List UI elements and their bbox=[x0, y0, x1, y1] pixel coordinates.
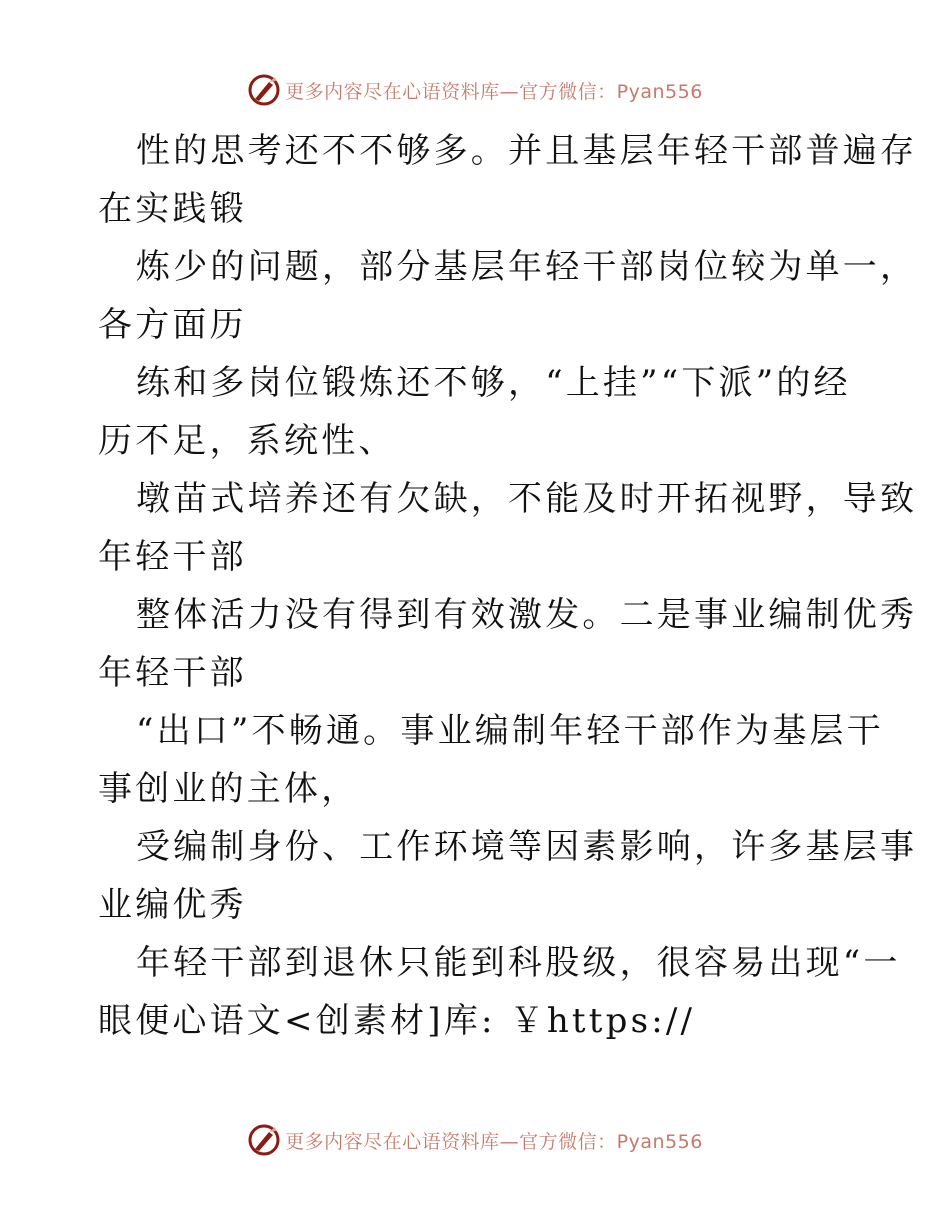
body-line: 练和多岗位锻炼还不够，“上挂”“下派”的经 bbox=[136, 363, 851, 403]
body-line: 性的思考还不不够多。并且基层年轻干部普遍存 bbox=[136, 131, 918, 171]
body-line: 年轻干部 bbox=[98, 653, 247, 693]
wechat-id: Pyan556 bbox=[616, 80, 703, 103]
body-line: 业编优秀 bbox=[98, 885, 247, 925]
body-line: 墩苗式培养还有欠缺，不能及时开拓视野，导致 bbox=[136, 479, 918, 519]
body-line: 炼少的问题，部分基层年轻干部岗位较为单一， bbox=[136, 247, 918, 287]
banner-text: 更多内容尽在心语资料库—官方微信：Pyan556 bbox=[285, 80, 703, 103]
body-line: 事创业的主体， bbox=[98, 769, 359, 809]
wechat-id: Pyan556 bbox=[616, 1130, 703, 1153]
footer-watermark-banner bbox=[0, 1120, 950, 1160]
body-line: 各方面历 bbox=[98, 305, 247, 345]
body-line: “出口”不畅通。事业编制年轻干部作为基层干 bbox=[136, 711, 884, 751]
body-line: 历不足，系统性、 bbox=[98, 421, 396, 461]
quill-logo-icon bbox=[247, 1123, 281, 1157]
body-line: 整体活力没有得到有效激发。二是事业编制优秀 bbox=[136, 595, 918, 635]
document-body bbox=[98, 122, 918, 1050]
body-line: 眼便心语文<创素材]库: ￥https:// bbox=[98, 1001, 696, 1041]
body-line: 受编制身份、工作环境等因素影响，许多基层事 bbox=[136, 827, 918, 867]
body-line: 在实践锻 bbox=[98, 189, 247, 229]
body-line: 年轻干部到退休只能到科股级，很容易出现“一 bbox=[136, 943, 901, 983]
banner-text: 更多内容尽在心语资料库—官方微信：Pyan556 bbox=[285, 1130, 703, 1153]
header-watermark-banner bbox=[0, 70, 950, 110]
body-line: 年轻干部 bbox=[98, 537, 247, 577]
quill-logo-icon bbox=[247, 73, 281, 107]
